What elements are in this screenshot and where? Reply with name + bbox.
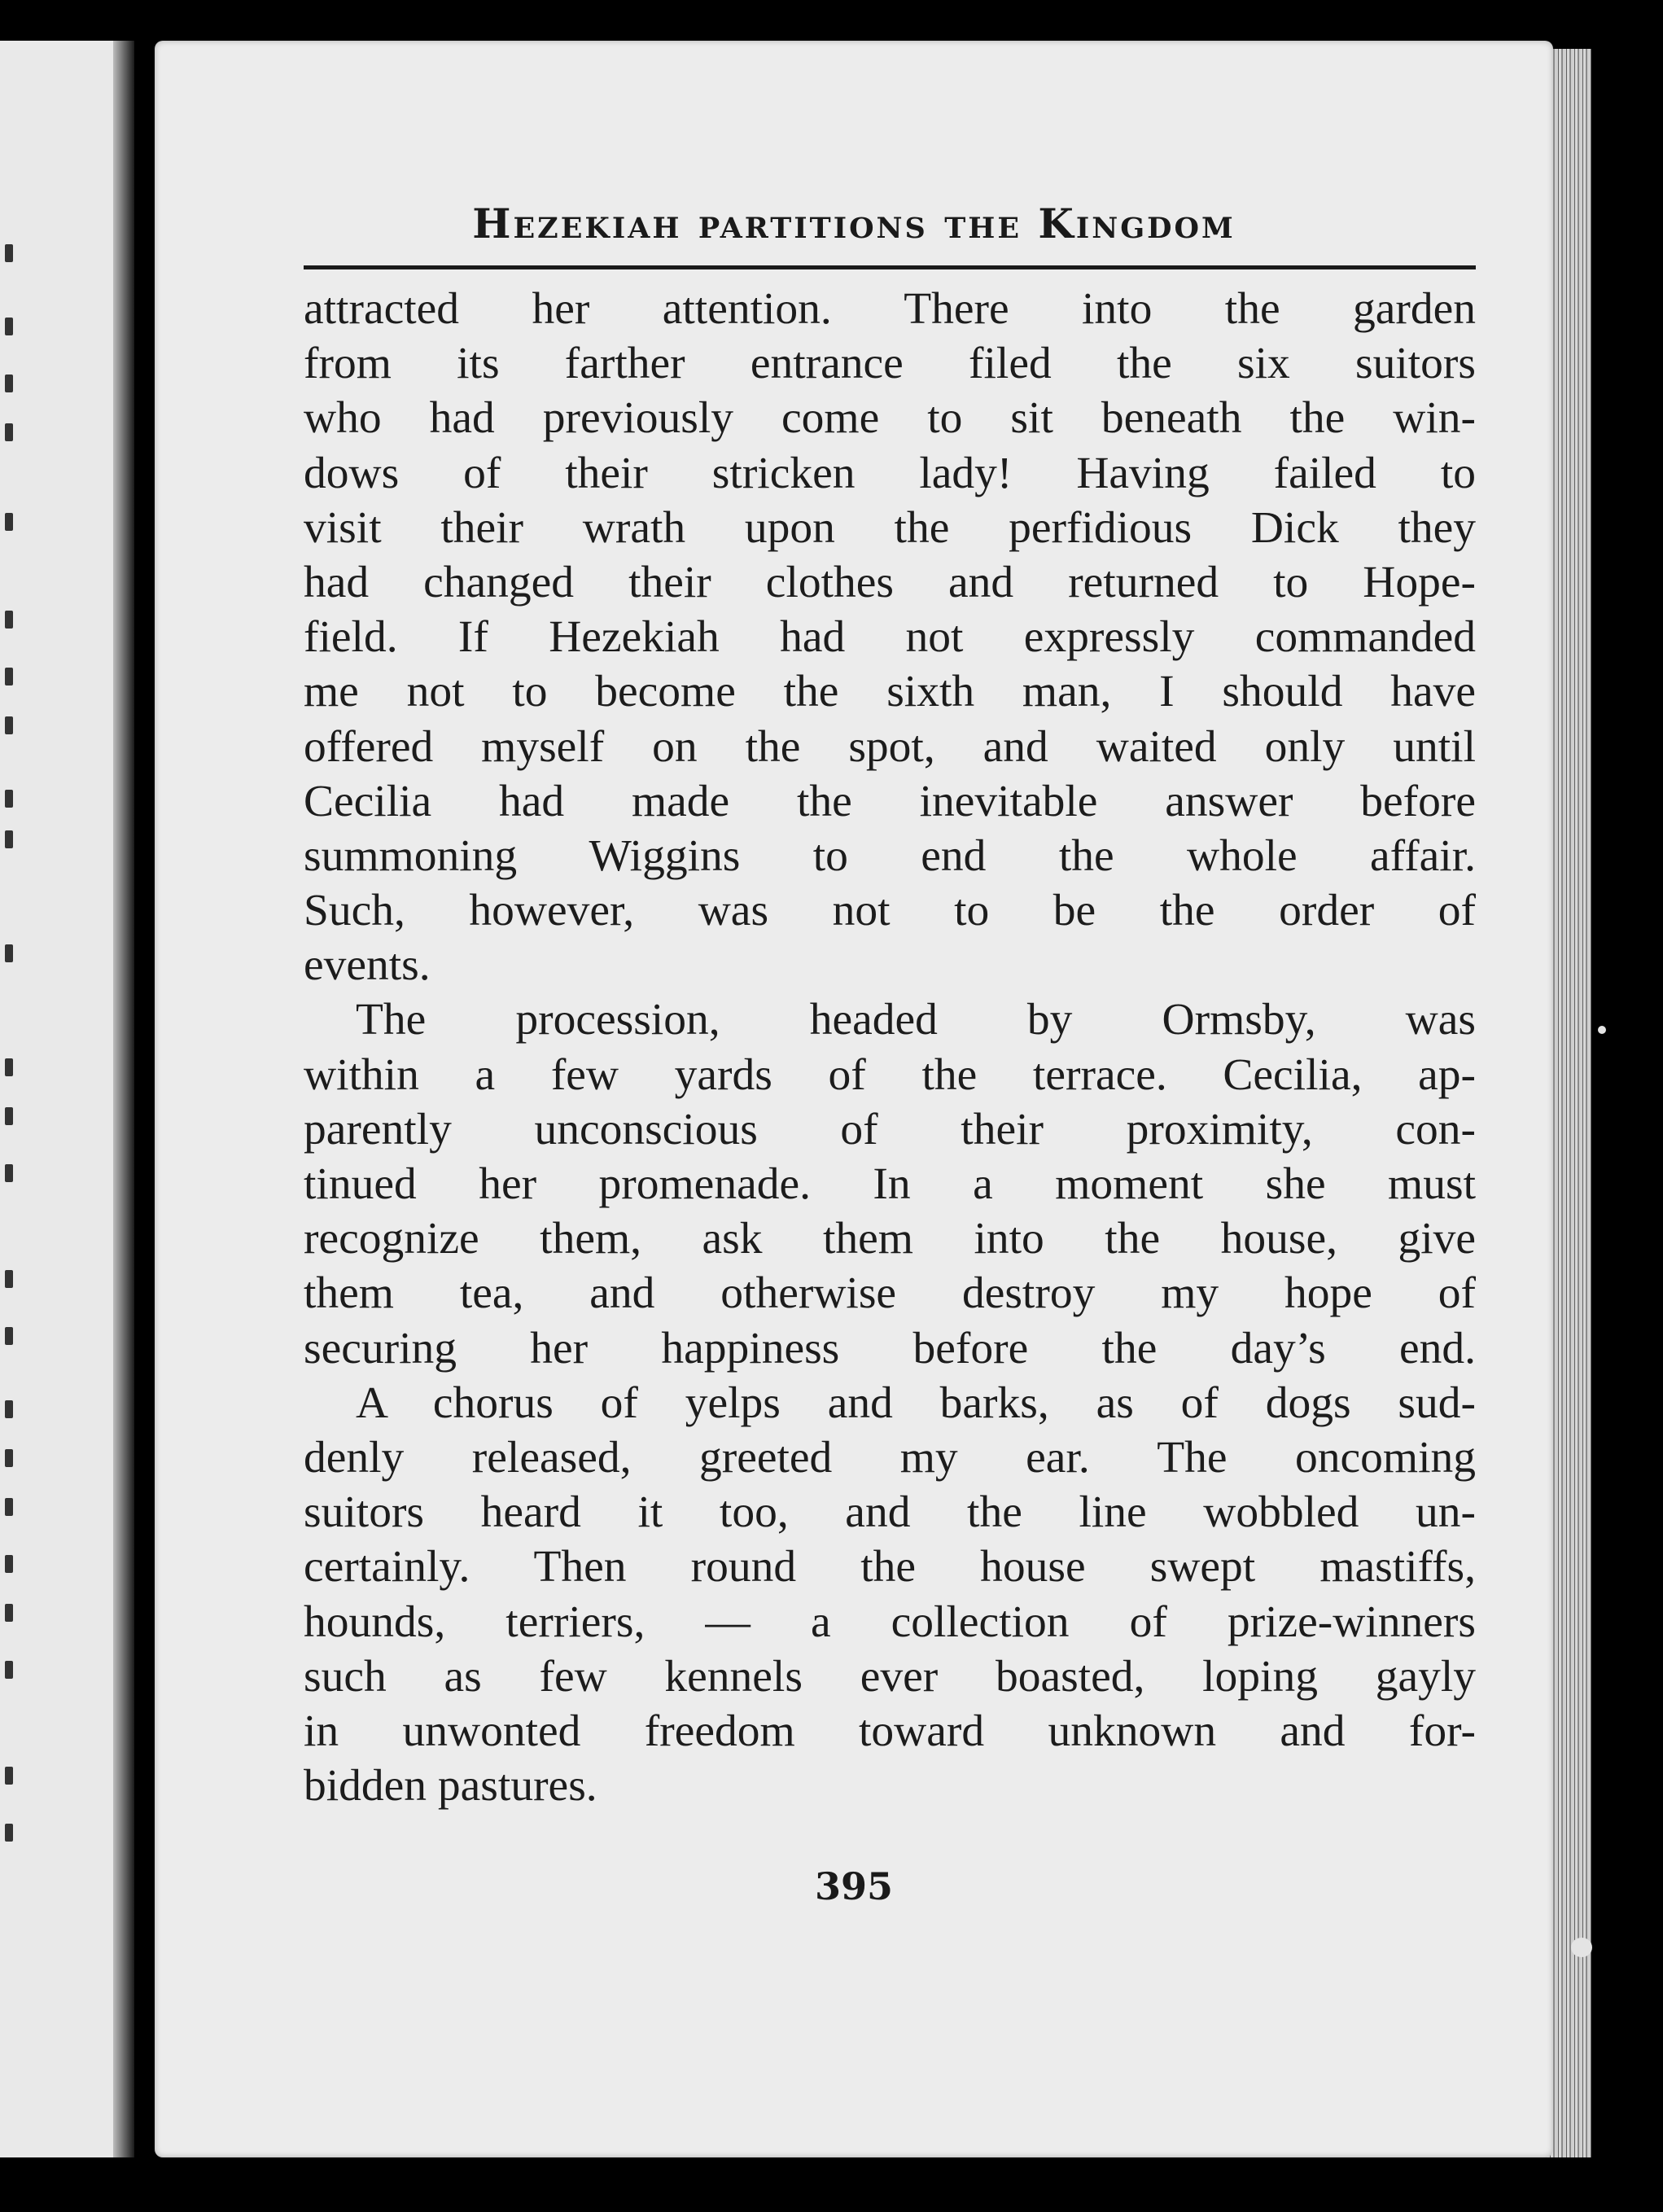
text-fragment	[5, 790, 13, 808]
dust-speck	[1598, 1026, 1606, 1034]
text-fragment	[5, 244, 13, 262]
text-line: hounds, terriers, — a collection of prize-winners	[304, 1597, 1476, 1647]
text-fragment	[5, 944, 13, 962]
running-head-text: Hezekiah partitions the Kingdom	[472, 199, 1236, 247]
text-line: attracted her attention. There into the garden	[304, 284, 1476, 334]
text-line: summoning Wiggins to end the whole affair.	[304, 830, 1476, 881]
text-fragment	[5, 1107, 13, 1125]
text-fragment	[5, 1824, 13, 1842]
text-fragment	[5, 423, 13, 441]
text-fragment	[5, 1767, 13, 1785]
text-fragment	[5, 318, 13, 335]
text-line: visit their wrath upon the perfidious Dick they	[304, 502, 1476, 553]
text-line: recognize them, ask them into the house, give	[304, 1214, 1476, 1264]
text-line: events.	[304, 940, 431, 991]
text-fragment	[5, 513, 13, 531]
text-line: tinued her promenade. In a moment she must	[304, 1159, 1476, 1209]
text-fragment	[5, 611, 13, 629]
text-fragment	[5, 1058, 13, 1076]
text-fragment	[5, 1449, 13, 1467]
text-line: suitors heard it too, and the line wobbled un-	[304, 1487, 1476, 1538]
text-line: denly released, greeted my ear. The oncoming	[304, 1432, 1476, 1483]
text-line: parently unconscious of their proximity, con-	[304, 1104, 1476, 1154]
text-fragment	[5, 830, 13, 848]
text-line: within a few yards of the terrace. Cecilia, ap-	[304, 1049, 1476, 1100]
text-fragment	[5, 375, 13, 392]
facing-page-edge	[0, 41, 134, 2157]
text-fragment	[5, 1661, 13, 1679]
text-line: offered myself on the spot, and waited only until	[304, 721, 1476, 772]
text-fragment	[5, 1498, 13, 1516]
scan-background	[1591, 49, 1663, 2157]
text-fragment	[5, 1164, 13, 1182]
body-text	[304, 282, 1476, 1813]
page-number: 395	[814, 1864, 894, 1908]
text-fragment	[5, 1270, 13, 1288]
text-fragment	[5, 668, 13, 686]
book-gutter	[113, 41, 134, 2157]
text-line: certainly. Then round the house swept mastiffs,	[304, 1542, 1476, 1592]
text-line: A chorus of yelps and barks, as of dogs sud-	[356, 1378, 1476, 1428]
text-line: who had previously come to sit beneath the win-	[304, 393, 1476, 444]
dust-speck	[1571, 1938, 1592, 1957]
text-line: field. If Hezekiah had not expressly commanded	[304, 612, 1476, 663]
text-line: securing her happiness before the day’s end.	[304, 1323, 1476, 1373]
text-line: Such, however, was not to be the order of	[304, 886, 1476, 936]
header-rule	[304, 265, 1476, 269]
text-line: them tea, and otherwise destroy my hope of	[304, 1268, 1476, 1319]
text-line: in unwonted freedom toward unknown and for-	[304, 1706, 1476, 1756]
text-line: Cecilia had made the inevitable answer before	[304, 776, 1476, 826]
text-line: from its farther entrance filed the six suitors	[304, 339, 1476, 389]
text-line: such as few kennels ever boasted, loping gayly	[304, 1651, 1476, 1702]
text-fragment	[5, 1327, 13, 1345]
text-line: The procession, headed by Ormsby, was	[356, 995, 1476, 1045]
text-fragment	[5, 716, 13, 734]
text-line: bidden pastures.	[304, 1761, 597, 1811]
text-line: dows of their stricken lady! Having failed to	[304, 448, 1476, 498]
running-head	[155, 199, 1553, 247]
text-fragment	[5, 1555, 13, 1573]
text-line: had changed their clothes and returned to Hope-	[304, 557, 1476, 607]
book-page	[155, 41, 1553, 2157]
text-fragment	[5, 1400, 13, 1418]
text-fragment	[5, 1604, 13, 1622]
text-line: me not to become the sixth man, I should have	[304, 667, 1476, 717]
